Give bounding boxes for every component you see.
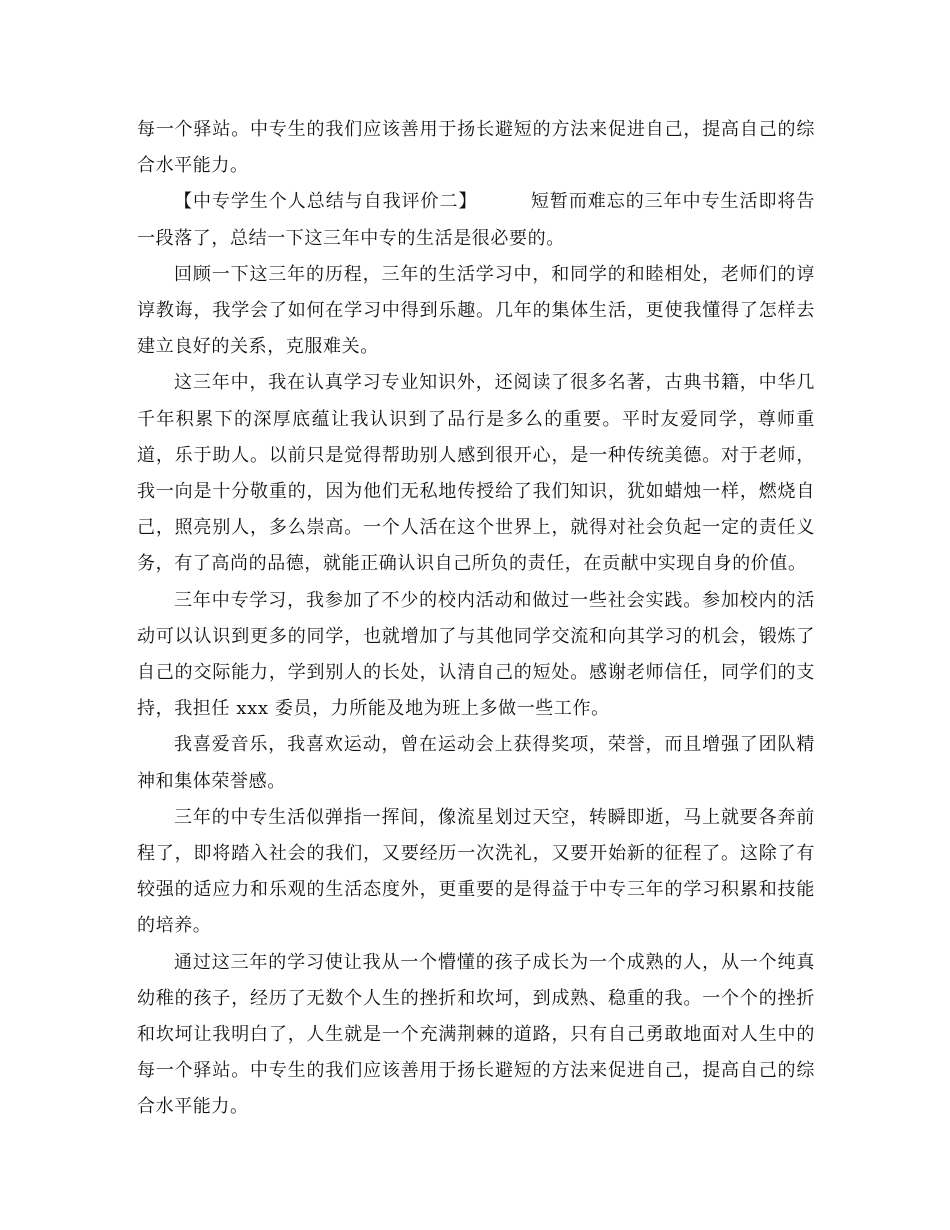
paragraph-activities: 三年中专学习，我参加了不少的校内活动和做过一些社会实践。参加校内的活动可以认识到更多的同学，也就增加了与其他同学交流和向其学习的机会，锻炼了自己的交际能力，学到别人的长处，认清自己的短处。感谢老师信任，同学们的支持，我担任 xxx 委员，力所能及地为班上多做一些工作。 bbox=[137, 589, 815, 720]
section-heading: 【中专学生个人总结与自我评价二】 bbox=[174, 191, 478, 213]
paragraph-growth: 通过这三年的学习使让我从一个懵懂的孩子成长为一个成熟的人，从一个纯真幼稚的孩子，经历了无数个人生的挫折和坎坷，到成熟、稳重的我。一个个的挫折和坎坷让我明白了，人生就是一个充满荆棘的道路，只有自己勇敢地面对人生中的每一个驿站。中专生的我们应该善用于扬长避短的方法来促进自己，提高自己的综合水平能力。 bbox=[137, 951, 815, 1118]
paragraph-continuation: 每一个驿站。中专生的我们应该善用于扬长避短的方法来促进自己，提高自己的综合水平能力。 bbox=[137, 119, 815, 177]
paragraph-reading: 这三年中，我在认真学习专业知识外，还阅读了很多名著，古典书籍，中华几千年积累下的深厚底蕴让我认识到了品行是多么的重要。平时友爱同学，尊师重道，乐于助人。以前只是觉得帮助别人感到很开心，是一种传统美德。对于老师，我一向是十分敬重的，因为他们无私地传授给了我们知识，犹如蜡烛一样，燃烧自己，照亮别人，多么崇高。一个人活在这个世界上，就得对社会负起一定的责任义务，有了高尚的品德，就能正确认识自己所负的责任，在贡献中实现自身的价值。 bbox=[137, 372, 815, 575]
paragraph-review: 回顾一下这三年的历程，三年的生活学习中，和同学的和睦相处，老师们的谆谆教诲，我学会了如何在学习中得到乐趣。几年的集体生活，更使我懂得了怎样去建立良好的关系，克服难关。 bbox=[137, 263, 815, 358]
paragraph-hobbies: 我喜爱音乐，我喜欢运动，曾在运动会上获得奖项，荣誉，而且增强了团队精神和集体荣誉感。 bbox=[137, 734, 815, 792]
section-two-intro: 短暂而难忘的三年中专生活即将告一段落了，总结一下这三年中专的生活是很必要的。 bbox=[137, 191, 815, 249]
paragraph-ending: 三年的中专生活似弹指一挥间，像流星划过天空，转瞬即逝，马上就要各奔前程了，即将踏入社会的我们，又要经历一次洗礼，又要开始新的征程了。这除了有较强的适应力和乐观的生活态度外，更重要的是得益于中专三年的学习积累和技能的培养。 bbox=[137, 806, 815, 937]
document-body bbox=[137, 112, 815, 1126]
paragraph-section-two bbox=[137, 184, 815, 256]
